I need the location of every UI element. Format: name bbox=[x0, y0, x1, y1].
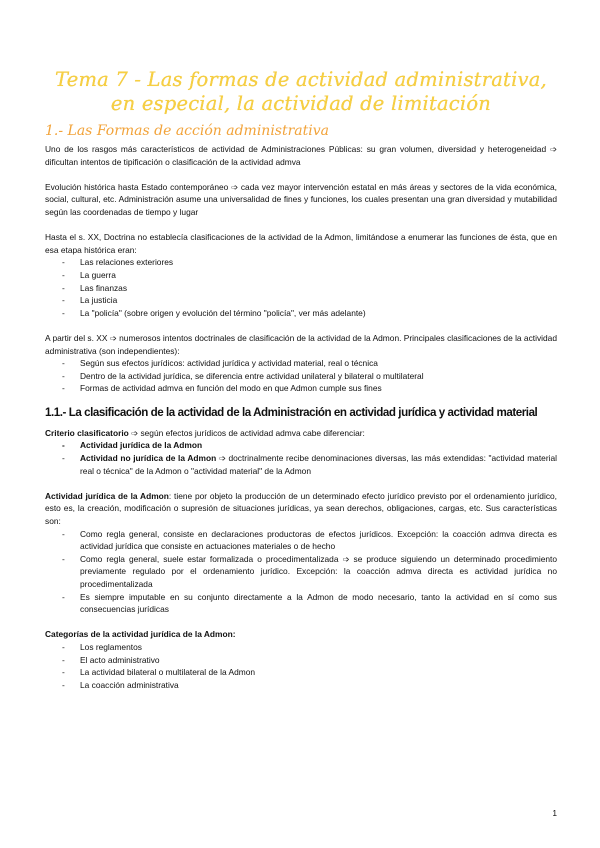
item-text: ➩ doctrinalmente recibe denominaciones diversas, las más extendidas: "actividad material real o técnica" de la Admon o "actividad material" de la Admon bbox=[80, 453, 557, 476]
document-page bbox=[45, 68, 557, 691]
list-item bbox=[45, 452, 557, 477]
paragraph-rasgos: Uno de los rasgos más característicos de actividad de Administraciones Públicas: su gran volumen, diversidad y heterogeneidad ➩ dificultan intentos de tipificación o clasificación de la actividad admva bbox=[45, 144, 557, 167]
paragraph-hasta-siglo-xx: Hasta el s. XX, Doctrina no establecía clasificaciones de la actividad de la Admon, limitándose a enumerar las funciones de ésta, que en esa etapa histórica eran: bbox=[45, 232, 557, 255]
categorias-list bbox=[45, 641, 557, 691]
actividad-juridica-label: Actividad jurídica de la Admon bbox=[45, 490, 169, 501]
document-title bbox=[45, 68, 557, 116]
categorias-heading: Categorías de la actividad jurídica de la Admon: bbox=[45, 629, 236, 640]
section-1-heading: 1.- Las Formas de acción administrativa bbox=[45, 123, 330, 139]
list-item: - Los reglamentos bbox=[45, 641, 557, 654]
paragraph-actividad-juridica bbox=[45, 490, 557, 528]
list-item: - La coacción administrativa bbox=[45, 679, 557, 692]
list-item: - La "policía" (sobre origen y evolución del término "policía", ver más adelante) bbox=[45, 307, 557, 320]
list-item: - La actividad bilateral o multilateral de la Admon bbox=[45, 666, 557, 679]
list-item: - Las relaciones exteriores bbox=[45, 256, 557, 269]
section-1-1-heading: 1.1.- La clasificación de la actividad de la Administración en actividad jurídica y actividad material bbox=[45, 405, 538, 419]
list-item: - El acto administrativo bbox=[45, 654, 557, 667]
list-item: - Como regla general, suele estar formalizada o procedimentalizada ➩ se produce siguiendo un determinado procedimiento previamente regulado por el ordenamiento jurídico. Excepción: la coacción admva directa es actividad jurídica no procedimentalizada bbox=[45, 553, 557, 591]
title-line-1: Tema 7 - Las formas de actividad administrativa, bbox=[55, 68, 547, 91]
actividad-juridica-text: : tiene por objeto la producción de un determinado efecto jurídico previsto por el ordenamiento jurídico, esto es, la creación, modificación o supresión de situaciones jurídicas, ya sean derechos, obligaciones, cargas, etc. Sus características son: bbox=[45, 490, 557, 527]
page-number: 1 bbox=[552, 808, 557, 818]
title-line-2: en especial, la actividad de limitación bbox=[110, 92, 492, 115]
list-item: - Actividad jurídica de la Admon bbox=[45, 439, 557, 452]
list-item: - La justicia bbox=[45, 294, 557, 307]
caracteristicas-list bbox=[45, 528, 557, 616]
list-item: - Según sus efectos jurídicos: actividad jurídica y actividad material, real o técnica bbox=[45, 357, 557, 370]
criterio-text: ➩ según efectos jurídicos de actividad admva cabe diferenciar: bbox=[128, 427, 365, 438]
list-item: - Las finanzas bbox=[45, 282, 557, 295]
clasificaciones-list bbox=[45, 357, 557, 395]
list-item: - La guerra bbox=[45, 269, 557, 282]
paragraph-criterio bbox=[45, 427, 557, 440]
paragraph-a-partir-siglo-xx: A partir del s. XX ➩ numerosos intentos doctrinales de clasificación de la actividad de la Admon. Principales clasificaciones de la actividad administrativa (son independientes): bbox=[45, 332, 557, 356]
item-bold-lead: Actividad no jurídica de la Admon bbox=[80, 453, 217, 464]
funciones-list bbox=[45, 256, 557, 319]
list-item: - Como regla general, consiste en declaraciones productoras de efectos jurídicos. Excepción: la coacción admva directa es actividad jurídica que consiste en actuaciones materiales o de hecho bbox=[45, 528, 557, 553]
paragraph-evolucion: Evolución histórica hasta Estado contemporáneo ➩ cada vez mayor intervención estatal en más áreas y sectores de la vida económica, social, cultural, etc. Administración asume una universalidad de fines y funciones, los cuales presentan una gran diversidad y mutabilidad según las coordenadas de tiempo y lugar bbox=[45, 181, 557, 217]
criterio-label: Criterio clasificatorio bbox=[45, 427, 129, 438]
criterio-list bbox=[45, 439, 557, 477]
list-item: - Dentro de la actividad jurídica, se diferencia entre actividad unilateral y bilateral o multilateral bbox=[45, 370, 557, 383]
list-item: - Es siempre imputable en su conjunto directamente a la Admon de modo necesario, tanto la actividad en sí como sus consecuencias jurídicas bbox=[45, 591, 557, 616]
list-item: - Formas de actividad admva en función del modo en que Admon cumple sus fines bbox=[45, 382, 557, 395]
